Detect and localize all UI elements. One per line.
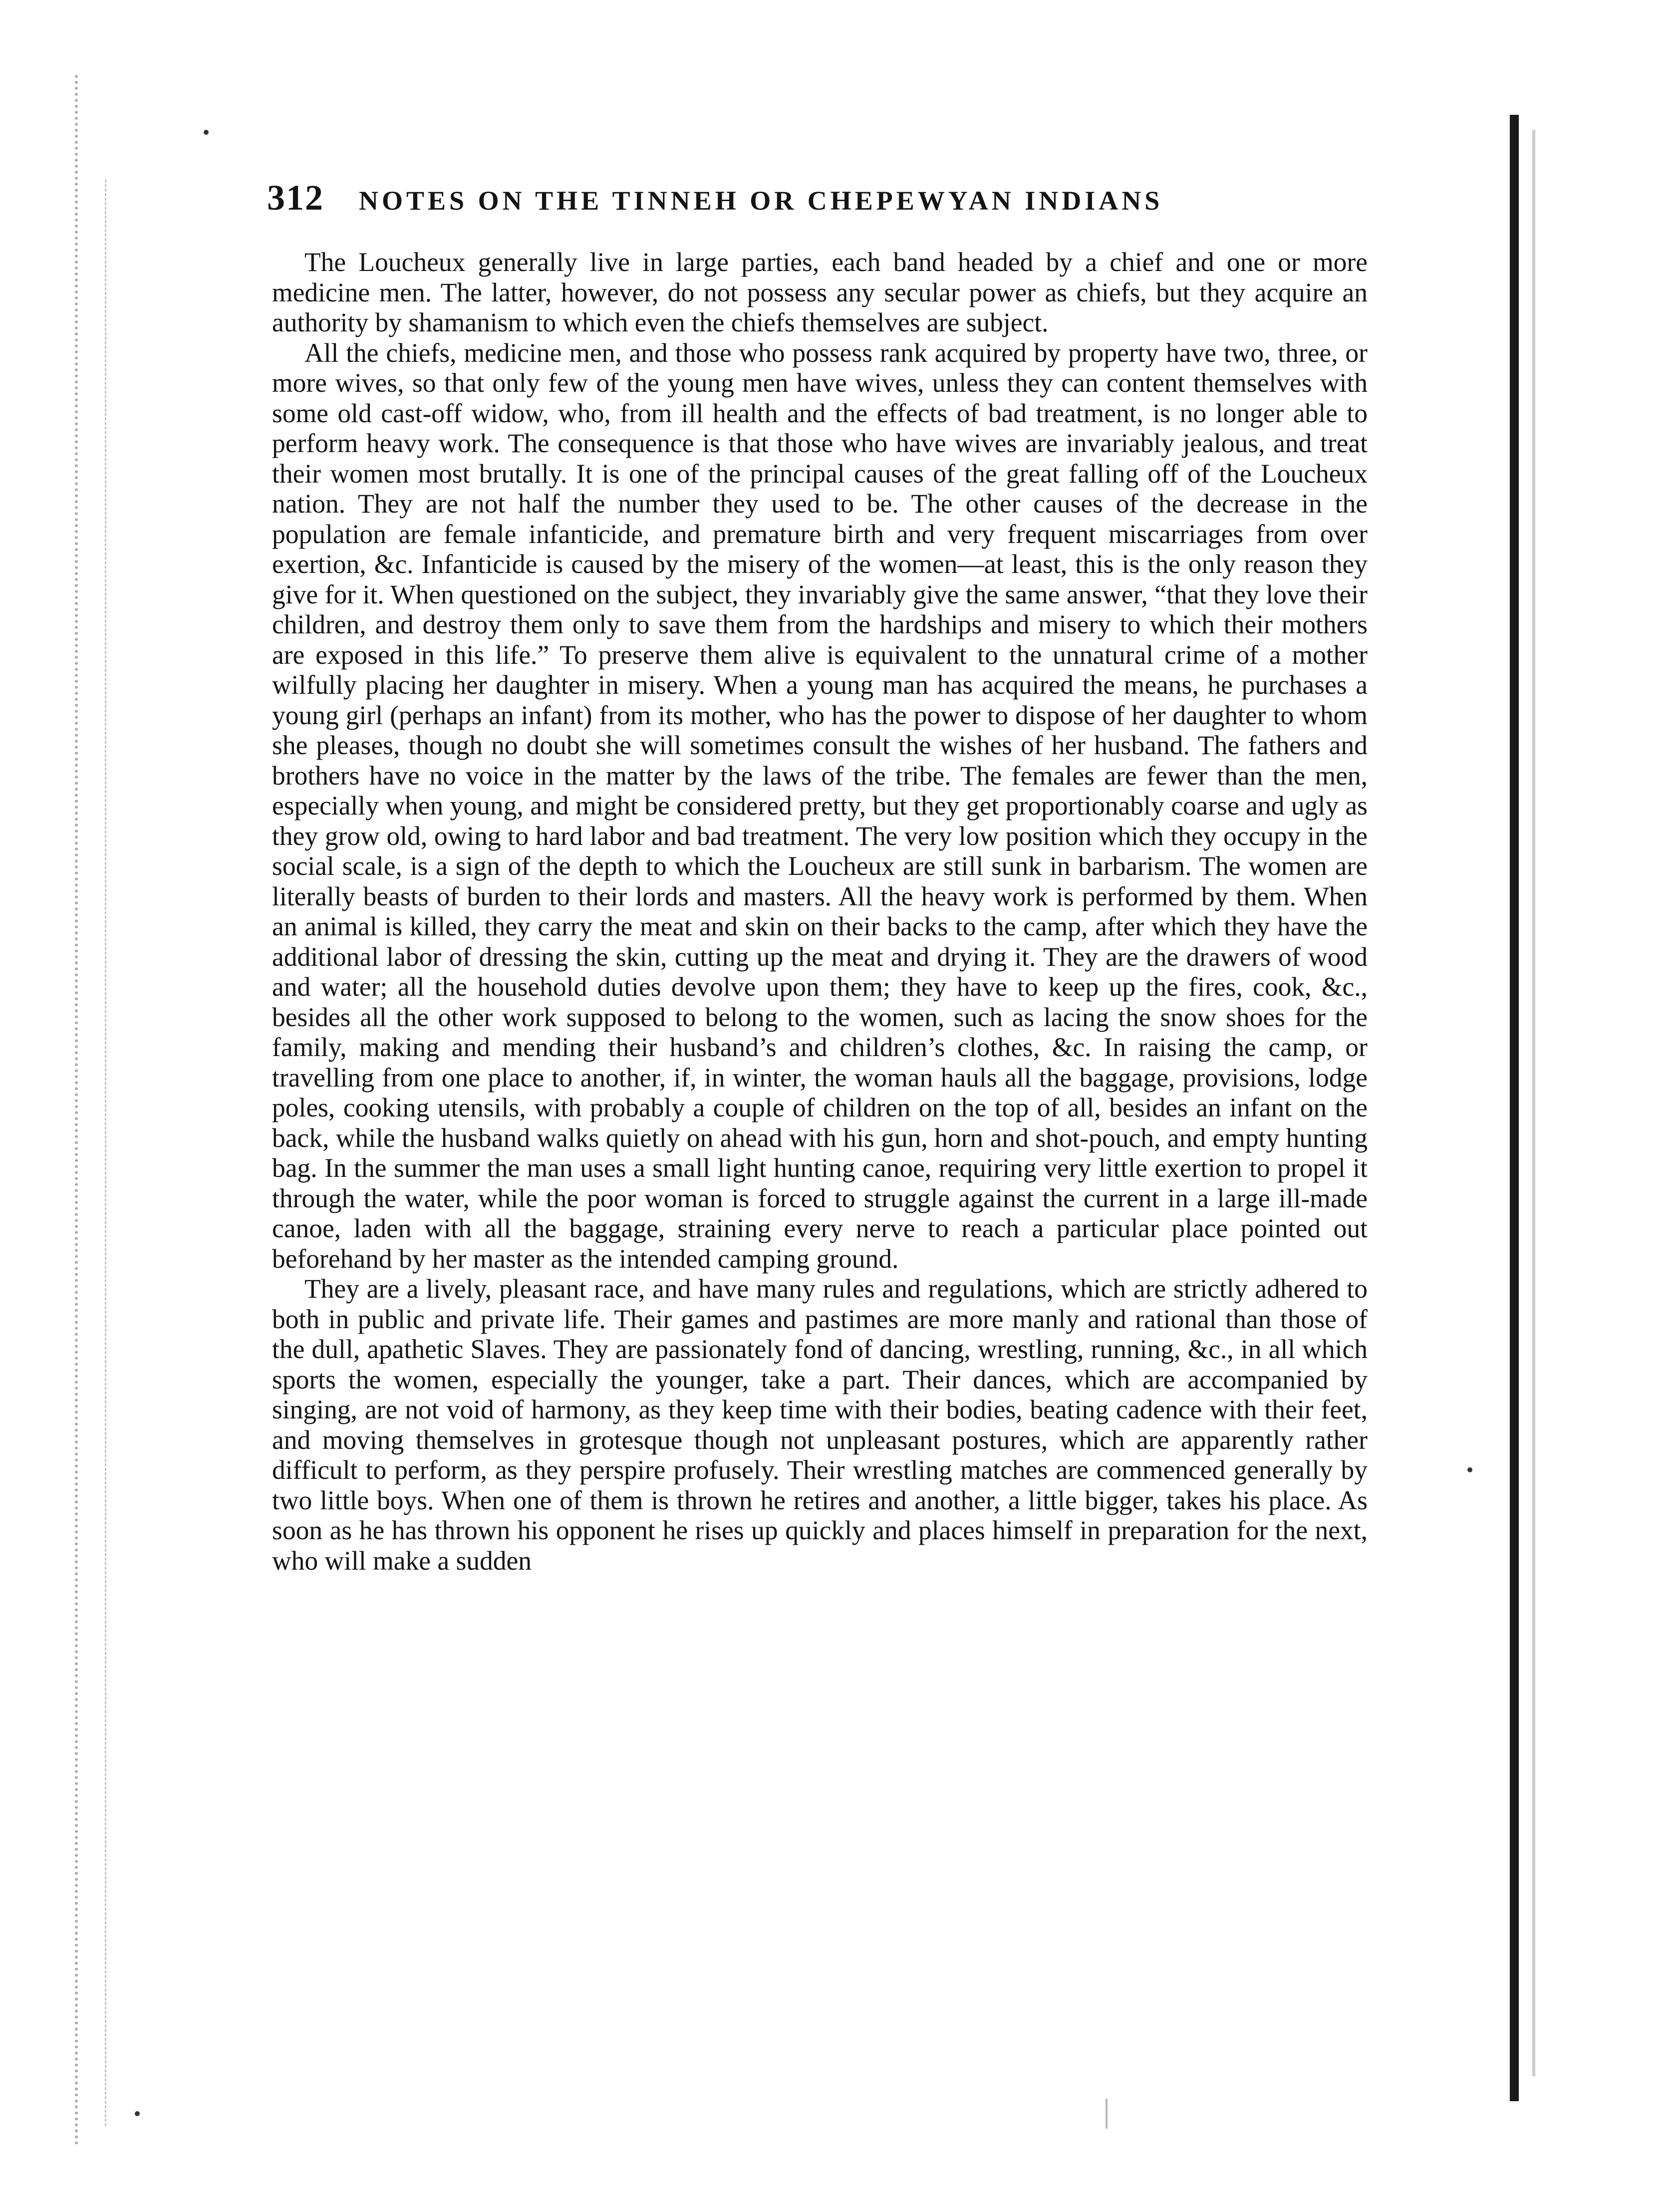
scan-speck [204, 130, 209, 135]
paragraph: They are a lively, pleasant race, and have many rules and regulations, which are strictly adhered to both in public and private life. Their games and pastimes are more manly and rational than those of the dull, apathetic Slaves. They are passionately fond of dancing, wrestling, running, &c., in all which sports the women, especially the younger, take a part. Their dances, which are accompanied by singing, are not void of harmony, as they keep time with their bodies, beating cadence with their feet, and moving themselves in grotesque though not unpleasant postures, which are apparently rather difficult to perform, as they perspire profusely. Their wrestling matches are commenced generally by two little boys. When one of them is thrown he retires and another, a little bigger, takes his place. As soon as he has thrown his opponent he rises up quickly and places himself in preparation for the next, who will make a sudden [272, 1274, 1368, 1576]
page-edge-rule-faint [1532, 130, 1535, 2076]
paragraph: All the chiefs, medicine men, and those who possess rank acquired by property have two, three, or more wives, so that only few of the young men have wives, unless they can content themselves with some old cast-off widow, who, from ill health and the effects of bad treatment, is no longer able to perform heavy work. The consequence is that those who have wives are invariably jealous, and treat their women most brutally. It is one of the principal causes of the great falling off of the Loucheux nation. They are not half the number they used to be. The other causes of the decrease in the population are female infanticide, and premature birth and very frequent miscarriages from over exertion, &c. Infanticide is caused by the misery of the women—at least, this is the only reason they give for it. When questioned on the subject, they invariably give the same answer, “that they love their children, and destroy them only to save them from the hardships and misery to which their mothers are exposed in this life.” To preserve them alive is equivalent to the unnatural crime of a mother wilfully placing her daughter in misery. When a young man has acquired the means, he purchases a young girl (perhaps an infant) from its mother, who has the power to dispose of her daughter to whom she pleases, though no doubt she will sometimes consult the wishes of her husband. The fathers and brothers have no voice in the matter by the laws of the tribe. The females are fewer than the men, especially when young, and might be considered pretty, but they get proportionably coarse and ugly as they grow old, owing to hard labor and bad treatment. The very low position which they occupy in the social scale, is a sign of the depth to which the Loucheux are still sunk in barbarism. The women are literally beasts of burden to their lords and masters. All the heavy work is performed by them. When an animal is killed, they carry the meat and skin on their backs to the camp, after which they have the additional labor of dressing the skin, cutting up the meat and drying it. They are the drawers of wood and water; all the household duties devolve upon them; they have to keep up the fires, cook, &c., besides all the other work supposed to belong to the women, such as lacing the snow shoes for the family, making and mending their husband’s and children’s clothes, &c. In raising the camp, or travelling from one place to another, if, in winter, the woman hauls all the baggage, provisions, lodge poles, cooking utensils, with probably a couple of children on the top of all, besides an infant on the back, while the husband walks quietly on ahead with his gun, horn and shot-pouch, and empty hunting bag. In the summer the man uses a small light hunting canoe, requiring very little exertion to propel it through the water, while the poor woman is forced to struggle against the current in a large ill-made canoe, laden with all the baggage, straining every nerve to reach a particular place pointed out beforehand by her master as the intended camping ground. [272, 337, 1368, 1274]
binding-edge-shadow-inner [105, 180, 116, 2126]
page-header [267, 177, 1265, 222]
page-edge-rule [1510, 115, 1519, 2101]
paragraph: The Loucheux generally live in large parties, each band headed by a chief and one or more medicine men. The latter, however, do not possess any secular power as chiefs, but they acquire an authority by shamanism to which even the chiefs themselves are subject. [272, 247, 1368, 337]
scan-artifact [1106, 2099, 1122, 2129]
binding-edge-shadow [75, 75, 98, 2146]
running-title: NOTES ON THE TINNEH OR CHEPEWYAN INDIANS [359, 186, 1163, 216]
scan-speck [135, 2111, 140, 2116]
scan-speck [1467, 1467, 1472, 1472]
page-number: 312 [267, 178, 324, 218]
body-text [272, 247, 1368, 1576]
